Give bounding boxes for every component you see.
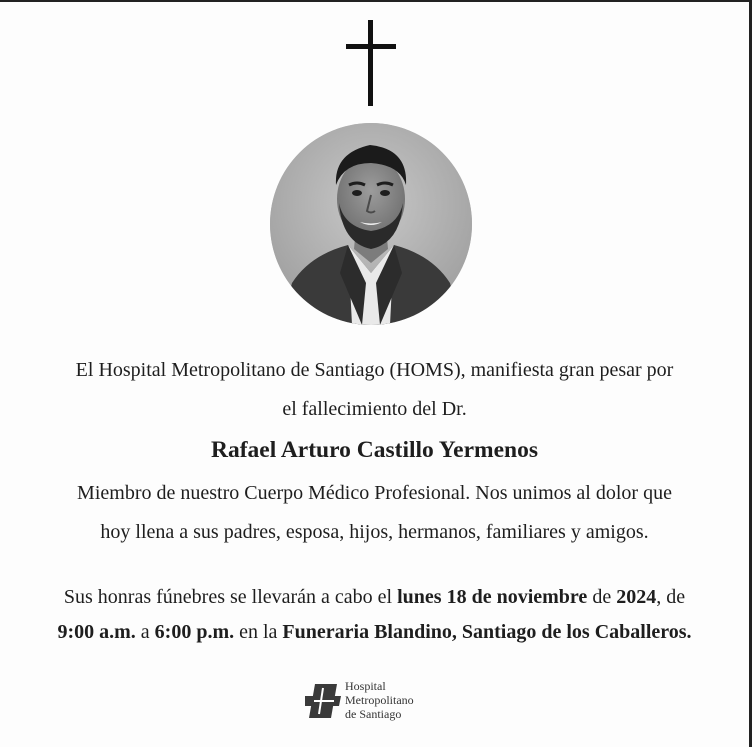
hospital-logo (305, 679, 455, 725)
service-text: , de (656, 586, 686, 608)
service-place: Funeraria Blandino, Santiago de los Caballeros. (282, 621, 692, 643)
service-line-1 (0, 586, 749, 609)
intro-line-1: El Hospital Metropolitano de Santiago (HOMS), manifiesta gran pesar por (75, 359, 674, 381)
hospital-logo-text (345, 679, 414, 721)
service-end-time: 6:00 p.m. (154, 621, 235, 643)
body-line-2: hoy llena a sus padres, esposa, hijos, hermanos, familiares y amigos. (100, 521, 649, 543)
logo-line-3: de Santiago (345, 707, 402, 721)
logo-line-2: Metropolitano (345, 693, 414, 707)
service-text: en la (234, 621, 283, 643)
cross-icon (346, 20, 396, 106)
service-year: 2024 (616, 586, 657, 608)
portrait-photo (270, 123, 472, 325)
service-text: Sus honras fúnebres se llevarán a cabo el (63, 586, 398, 608)
service-start-time: 9:00 a.m. (57, 621, 136, 643)
hospital-logo-icon (305, 682, 341, 720)
body-line-1: Miembro de nuestro Cuerpo Médico Profesional. Nos unimos al dolor que (77, 482, 672, 504)
service-text: a (135, 621, 155, 643)
intro-line-2: el fallecimiento del Dr. (282, 398, 467, 420)
service-date: lunes 18 de noviembre (397, 586, 588, 608)
logo-line-1: Hospital (345, 679, 386, 693)
deceased-name: Rafael Arturo Castillo Yermenos (211, 437, 538, 463)
service-text: de (587, 586, 617, 608)
service-line-2 (0, 621, 749, 644)
